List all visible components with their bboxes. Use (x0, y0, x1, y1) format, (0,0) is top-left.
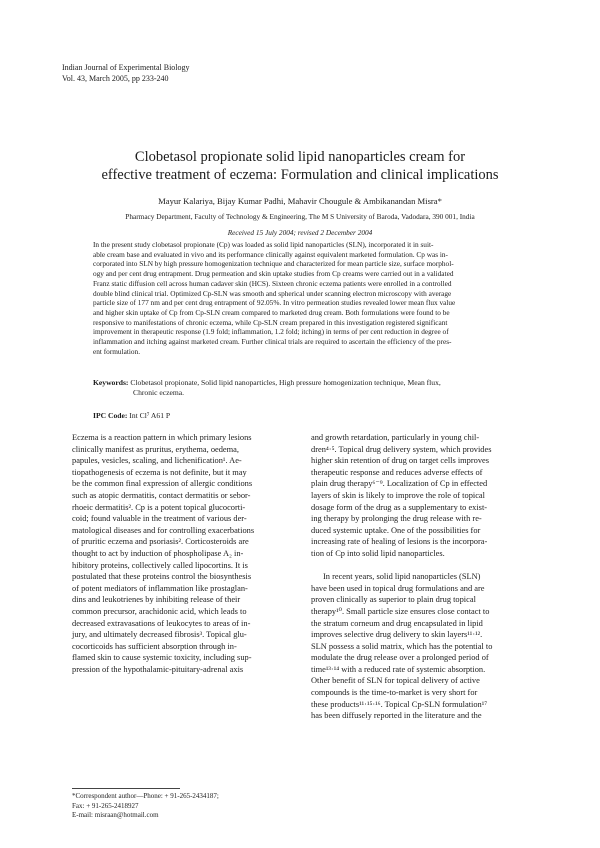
body-line: tiopathogenesis of eczema is not definite, but it may (72, 467, 247, 477)
correspondence-footnote (72, 792, 219, 821)
body-line: plain drug therapy⁶⁻⁹. Localization of Cp in effected (311, 479, 488, 489)
body-line: improves selective drug delivery to skin layers¹¹·¹². (311, 630, 483, 640)
paragraph-gap (311, 560, 532, 572)
body-line: and growth retardation, particularly in young chil- (311, 433, 480, 442)
affiliation: Pharmacy Department, Faculty of Technology & Engineering, The M S University of Baroda, Vadodara, 390 001, India (125, 212, 475, 221)
body-line: rhoeic dermatitis². Cp is a potent topical glucocorti- (72, 502, 246, 512)
right-column (311, 432, 532, 722)
keywords-line-2: Chronic eczema. (133, 388, 185, 398)
body-line: has been diffusely reported in the literature and the (311, 711, 482, 721)
keywords-label: Keywords: (93, 378, 129, 387)
body-line: have been used in topical drug formulations and are (311, 583, 485, 593)
body-line: thought to act by induction of phospholipase A₂ in- (72, 548, 244, 558)
ipc-code (93, 411, 170, 420)
body-line: pression of the hypothalamic-pituitary-adrenal axis (72, 664, 244, 674)
body-line: therapy¹⁰. Small particle size ensures close contact to (311, 606, 490, 616)
body-line: decreased extravasations of leukocytes to areas of in- (72, 618, 251, 628)
body-line: dins and leukotrienes by inhibiting release of their (72, 595, 241, 605)
body-line: modulate the drug release over a prolonged period of (311, 653, 489, 663)
footnote-email: E-mail: misraan@hotmail.com (72, 811, 159, 820)
body-line: Eczema is a reaction pattern in which primary lesions (72, 433, 252, 442)
body-line: proven clinically as superior to plain drug topical (311, 595, 476, 605)
abstract-line: ent formulation. (93, 346, 141, 356)
body-line: jury, and ultimately decreased fibrosis³. Topical glu- (72, 630, 247, 640)
body-line: ing therapy by prolonging the drug release with re- (311, 514, 482, 524)
abstract-line: responsive to manifestations of chronic eczema, while Cp-SLN cream prepared in this investigation registered significant (93, 317, 448, 327)
body-line: papules, vesicles, scaling, and lichenification¹. Ae- (72, 456, 242, 466)
abstract-line: inflammation and itching against marketed cream. Further clinical trials are required to ascertain the efficiency of the pres- (93, 337, 452, 347)
ipc-label: IPC Code: (93, 411, 128, 420)
body-line: therapeutic response and reduces adverse effects of (311, 467, 483, 477)
abstract-line: ogy and per cent drug entrapment. Drug permeation and skin uptake studies from Cp creams were carried out in a validated (93, 269, 454, 279)
journal-volume: Vol. 43, March 2005, pp 233-240 (62, 74, 169, 83)
journal-header (62, 62, 190, 84)
body-line: time¹³·¹⁴ with a reduced rate of systemic absorption. (311, 664, 486, 674)
body-line: of potent mediators of inflammation like prostaglan- (72, 583, 248, 593)
body-line: higher skin retention of drug on target cells improves (311, 456, 490, 466)
abstract-line: In the present study clobetasol propionate (Cp) was loaded as solid lipid nanoparticles (SLN), incorporated it in suit- (93, 240, 434, 249)
body-line: tion of Cp into solid lipid nanoparticles. (311, 548, 445, 558)
abstract-line: able cream base and evaluated in vivo and its performance clinically against equivalent marketed formulation. Cp was in- (93, 249, 448, 259)
keywords-line-1: Clobetasol propionate, Solid lipid nanoparticles, High pressure homogenization technique, Mean flux, (130, 378, 441, 387)
body-line: dren⁴·⁵. Topical drug delivery system, which provides (311, 444, 492, 454)
abstract-line: corporated into SLN by high pressure homogenization technique and characterized for mean particle size, surface morphol- (93, 259, 454, 269)
body-line: be the common final expression of allergic conditions (72, 479, 253, 489)
abstract (93, 240, 507, 356)
footnote-phone: *Correspondent author—Phone: + 91-265-2434187; (72, 792, 219, 800)
body-line: cocorticoids has sufficient absorption through in- (72, 641, 237, 651)
title-line-2: effective treatment of eczema: Formulation and clinical implications (101, 167, 499, 183)
footnote-fax: Fax: + 91-265-2418927 (72, 801, 139, 810)
authors: Mayur Kalariya, Bijay Kumar Padhi, Mahavir Chougule & Ambikanandan Misra* (158, 196, 442, 206)
abstract-line: particle size of 177 nm and per cent drug entrapment of 92.05%. In vitro permeation studies revealed lower mean flux value (93, 298, 456, 308)
body-line: hibitory proteins, collectively called lipocortins. It is (72, 560, 248, 570)
keywords (93, 378, 507, 398)
body-line: dosage form of the drug as a supplementary to exist- (311, 502, 488, 512)
body-line: layers of skin is likely to improve the role of topical (311, 490, 485, 500)
body-line: SLN possess a solid matrix, which has the potential to (311, 641, 493, 651)
body-line: duced systemic uptake. One of the possibilities for (311, 525, 481, 535)
body-line: increasing rate of healing of lesions is the incorpora- (311, 537, 488, 547)
footnote-divider (72, 788, 180, 789)
received-dates: Received 15 July 2004; revised 2 December 2004 (227, 228, 373, 237)
left-column (72, 432, 293, 675)
abstract-line: improvement in therapeutic response (1.9 fold; inflammation, 1.2 fold; itching) in terms of per cent reduction in degree of (93, 327, 449, 337)
body-line: In recent years, solid lipid nanoparticles (SLN) (323, 572, 481, 582)
journal-name: Indian Journal of Experimental Biology (62, 63, 190, 72)
body-line: these products¹¹·¹⁵·¹⁶. Topical Cp-SLN formulation¹⁷ (311, 699, 488, 709)
body-line: postulated that these proteins control the biosynthesis (72, 572, 252, 582)
abstract-line: double blind clinical trial. Optimized Cp-SLN was smooth and spherical under scanning electron microscopy with average (93, 288, 452, 298)
body-line: compounds is the time-to-market is very short for (311, 688, 478, 698)
abstract-line: and higher skin uptake of Cp from Cp-SLN cream compared to marketed drug cream. Both formulations were found to be (93, 307, 450, 317)
body-line: Other benefit of SLN for topical delivery of active (311, 676, 480, 686)
body-line: such as atopic dermatitis, contact dermatitis or sebor- (72, 490, 251, 500)
paper-title (40, 148, 560, 184)
body-line: coid; found valuable in the treatment of various der- (72, 514, 247, 524)
body-line: clinically manifest as pruritus, erythema, oedema, (72, 444, 239, 454)
title-line-1: Clobetasol propionate solid lipid nanoparticles cream for (134, 149, 466, 165)
body-line: flamed skin to cause systemic toxicity, including sup- (72, 653, 252, 663)
body-line: of pruritic eczema and psoriasis². Corticosteroids are (72, 537, 249, 547)
abstract-line: Franz static diffusion cell across human cadaver skin (HCS). Sixteen chronic eczema patients were enrolled in a controlled (93, 278, 452, 288)
body-line: common precursor, arachidonic acid, which leads to (72, 606, 247, 616)
body-line: the stratum corneum and drug encapsulated in lipid (311, 618, 483, 628)
ipc-value: Int Cl⁷ A61 P (129, 411, 171, 420)
body-line: matological diseases and for controlling exacerbations (72, 525, 255, 535)
